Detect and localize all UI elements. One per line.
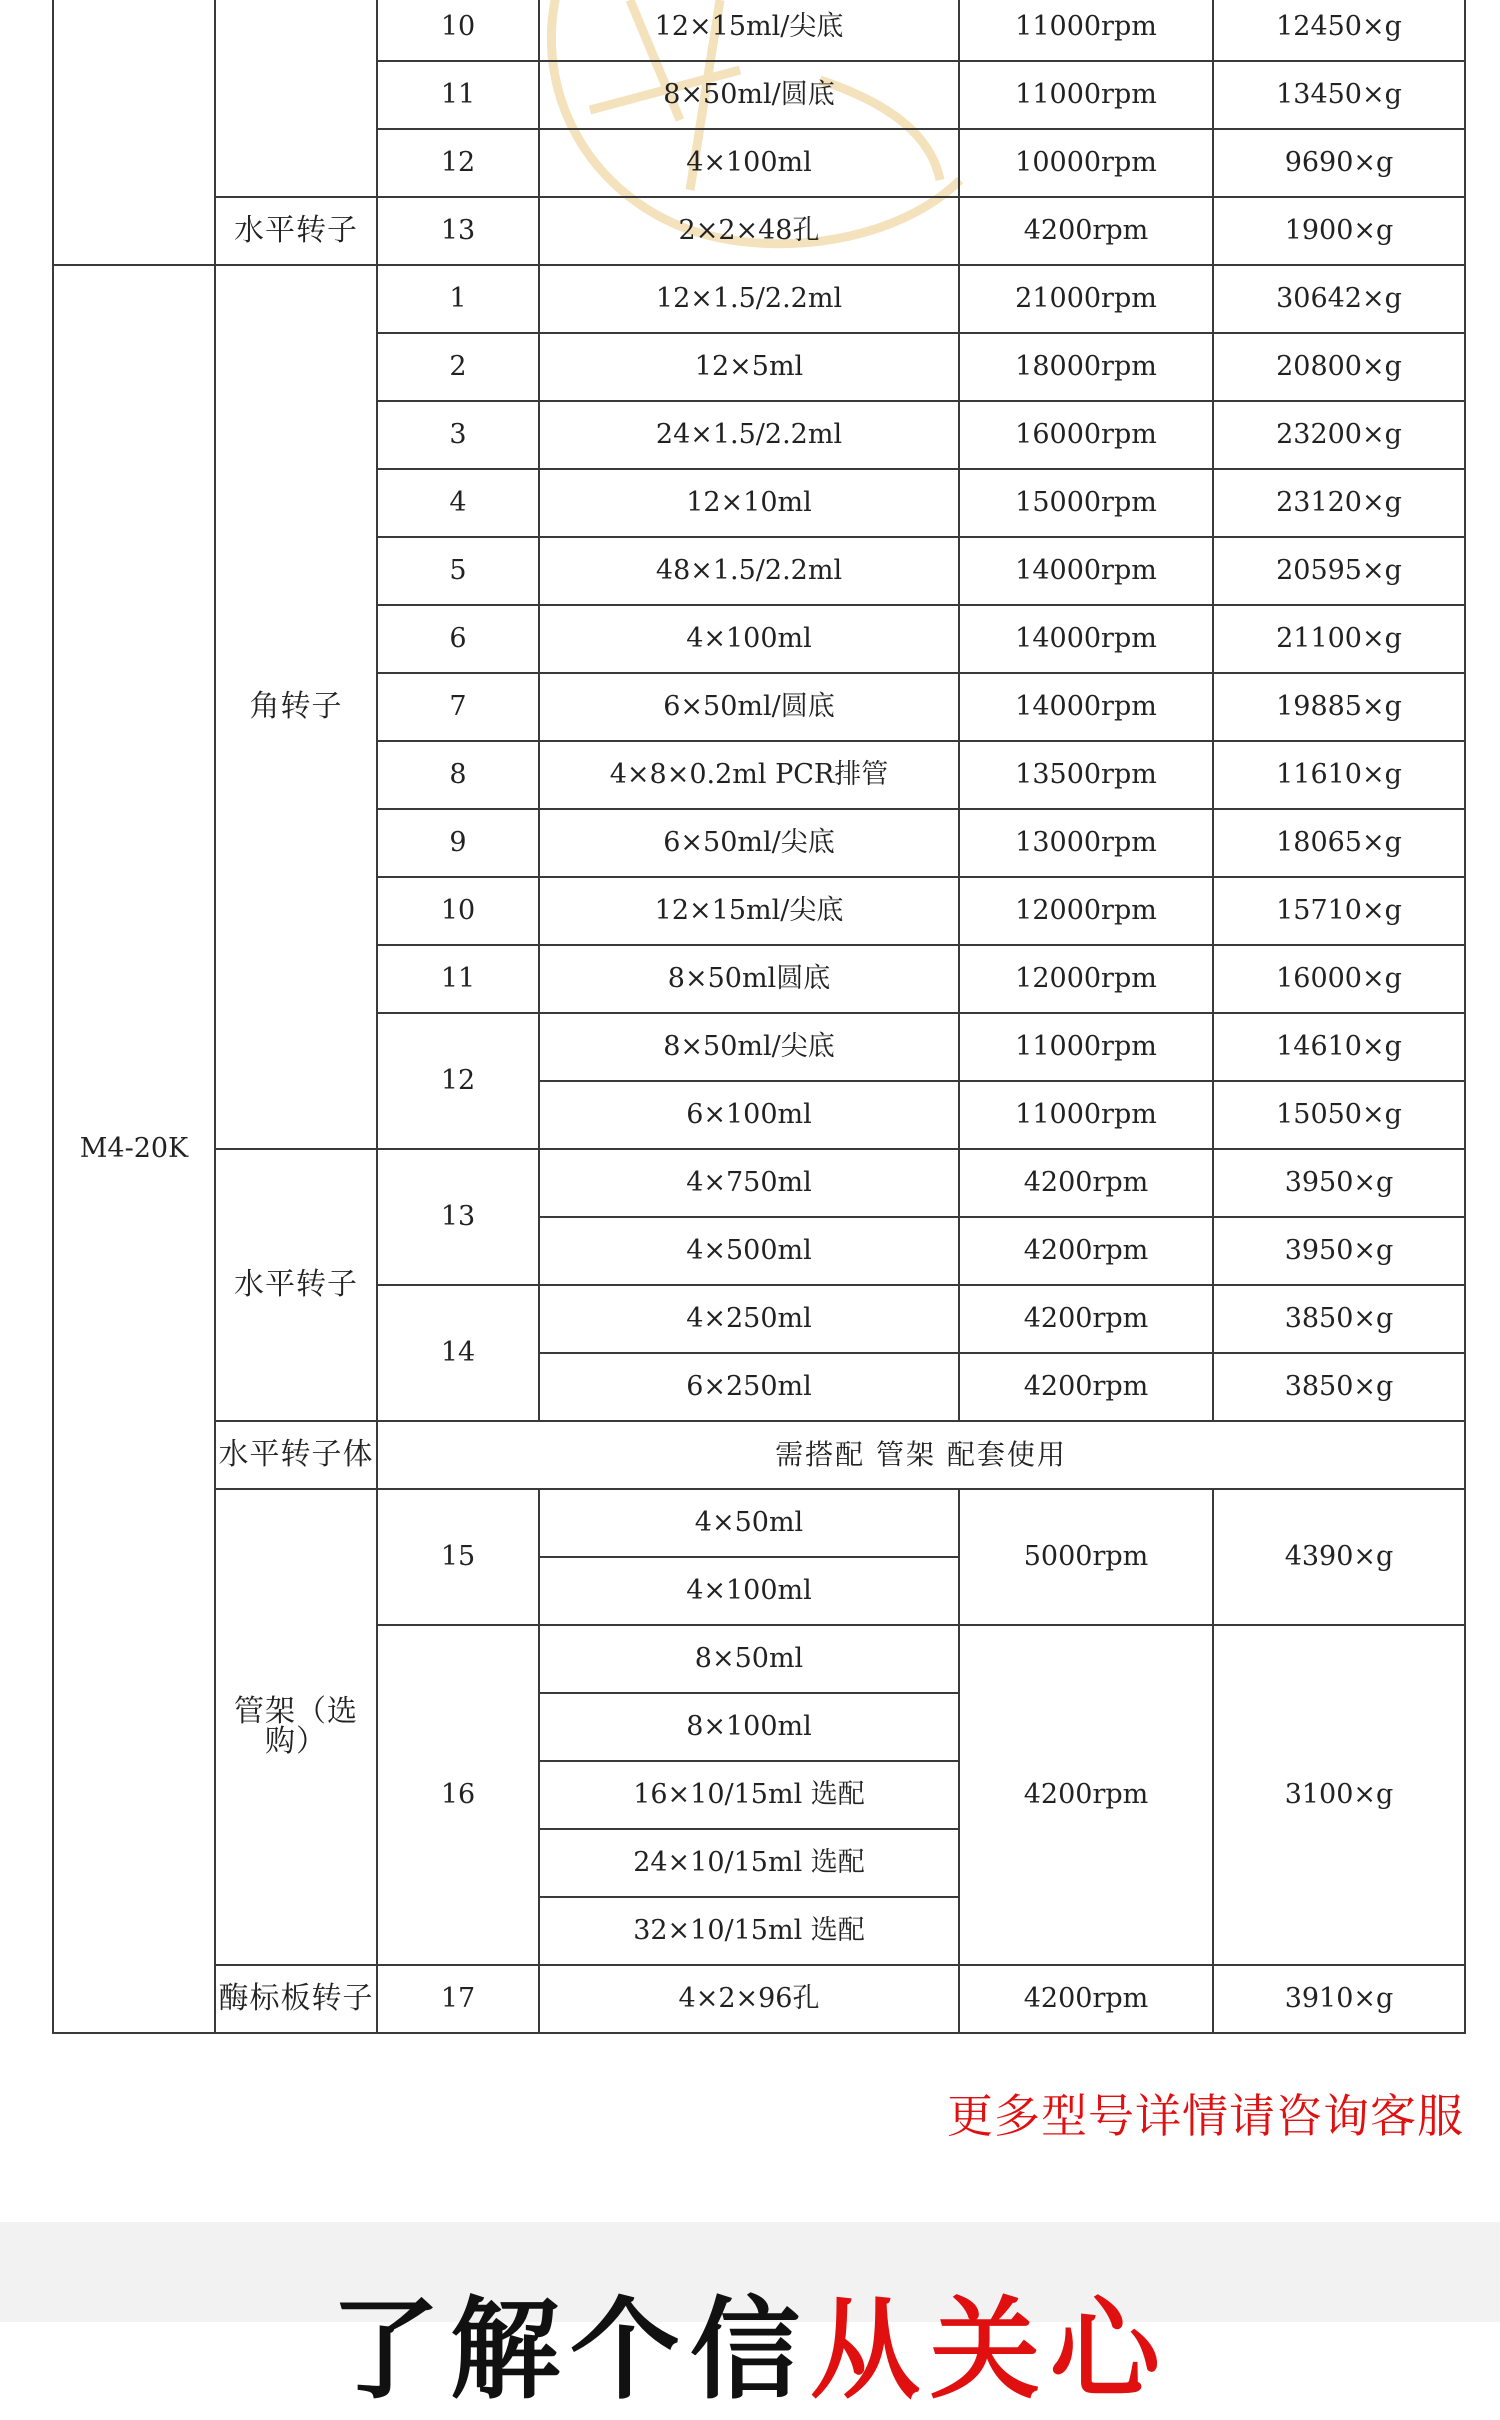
rotor-spec: 24×10/15ml 选配	[539, 1829, 959, 1897]
rotor-rcf: 1900×g	[1213, 197, 1465, 265]
rotor-spec: 32×10/15ml 选配	[539, 1897, 959, 1965]
rotor-no: 1	[377, 265, 539, 333]
category-label: 酶标板转子	[215, 1965, 377, 2033]
rotor-speed: 18000rpm	[959, 333, 1213, 401]
rotor-spec: 8×100ml	[539, 1693, 959, 1761]
rotor-rcf: 16000×g	[1213, 945, 1465, 1013]
rotor-no: 15	[377, 1489, 539, 1625]
rotor-rcf: 14610×g	[1213, 1013, 1465, 1081]
rotor-no: 12	[377, 1013, 539, 1149]
rotor-no: 14	[377, 1285, 539, 1421]
horizontal-body-note: 需搭配 管架 配套使用	[377, 1421, 1465, 1489]
rotor-no: 10	[377, 0, 539, 61]
rotor-spec: 4×50ml	[539, 1489, 959, 1557]
model-name: M4-20K	[53, 265, 215, 2033]
rotor-rcf: 19885×g	[1213, 673, 1465, 741]
table-row	[53, 0, 1465, 61]
rotor-no: 13	[377, 1149, 539, 1285]
rotor-speed: 14000rpm	[959, 605, 1213, 673]
rotor-rcf: 11610×g	[1213, 741, 1465, 809]
bottom-banner	[0, 2262, 1500, 2420]
rotor-rcf: 3950×g	[1213, 1217, 1465, 1285]
rotor-speed: 11000rpm	[959, 1081, 1213, 1149]
rotor-rcf: 20800×g	[1213, 333, 1465, 401]
rotor-spec: 4×500ml	[539, 1217, 959, 1285]
table-row	[53, 1965, 1465, 2033]
rotor-spec: 24×1.5/2.2ml	[539, 401, 959, 469]
rotor-speed: 10000rpm	[959, 129, 1213, 197]
category-label: 水平转子	[215, 197, 377, 265]
banner-text-black: 了解个信	[330, 2286, 810, 2414]
rotor-no: 12	[377, 129, 539, 197]
rotor-speed: 4200rpm	[959, 1217, 1213, 1285]
rotor-no: 17	[377, 1965, 539, 2033]
rotor-speed: 4200rpm	[959, 1353, 1213, 1421]
rotor-rcf: 3850×g	[1213, 1353, 1465, 1421]
rotor-speed: 13500rpm	[959, 741, 1213, 809]
rotor-spec: 8×50ml圆底	[539, 945, 959, 1013]
banner-text-red: 从关心	[810, 2286, 1170, 2414]
table-row	[53, 1421, 1465, 1489]
rotor-no: 11	[377, 945, 539, 1013]
table-row	[53, 1149, 1465, 1217]
rotor-no: 4	[377, 469, 539, 537]
rotor-spec: 4×750ml	[539, 1149, 959, 1217]
rotor-rcf: 18065×g	[1213, 809, 1465, 877]
table-row	[53, 1489, 1465, 1557]
rotor-speed: 11000rpm	[959, 1013, 1213, 1081]
rotor-speed: 12000rpm	[959, 877, 1213, 945]
rotor-speed: 13000rpm	[959, 809, 1213, 877]
rotor-speed: 14000rpm	[959, 673, 1213, 741]
rotor-spec: 4×2×96孔	[539, 1965, 959, 2033]
rotor-spec: 4×100ml	[539, 1557, 959, 1625]
rotor-spec: 4×100ml	[539, 605, 959, 673]
model-cell-prev	[53, 0, 215, 265]
category-label: 水平转子	[215, 1149, 377, 1421]
rotor-spec: 48×1.5/2.2ml	[539, 537, 959, 605]
category-label: 角转子	[215, 265, 377, 1149]
rotor-speed: 16000rpm	[959, 401, 1213, 469]
category-label: 管架（选购）	[215, 1489, 377, 1965]
rotor-no: 9	[377, 809, 539, 877]
rotor-spec: 6×100ml	[539, 1081, 959, 1149]
rotor-rcf: 15050×g	[1213, 1081, 1465, 1149]
more-models-note: 更多型号详情请咨询客服	[947, 2089, 1464, 2143]
rotor-spec: 6×50ml/尖底	[539, 809, 959, 877]
rotor-speed: 5000rpm	[959, 1489, 1213, 1625]
rotor-spec-table	[52, 0, 1466, 2034]
rotor-speed: 4200rpm	[959, 1149, 1213, 1217]
rotor-rcf: 30642×g	[1213, 265, 1465, 333]
rotor-speed: 11000rpm	[959, 61, 1213, 129]
rotor-rcf: 3100×g	[1213, 1625, 1465, 1965]
rotor-spec: 8×50ml/尖底	[539, 1013, 959, 1081]
rotor-rcf: 21100×g	[1213, 605, 1465, 673]
rotor-no: 10	[377, 877, 539, 945]
rotor-rcf: 12450×g	[1213, 0, 1465, 61]
rotor-rcf: 3850×g	[1213, 1285, 1465, 1353]
rotor-rcf: 23200×g	[1213, 401, 1465, 469]
rotor-rcf: 3910×g	[1213, 1965, 1465, 2033]
rotor-no: 3	[377, 401, 539, 469]
rotor-no: 13	[377, 197, 539, 265]
rotor-rcf: 23120×g	[1213, 469, 1465, 537]
rotor-no: 16	[377, 1625, 539, 1965]
rotor-spec: 12×10ml	[539, 469, 959, 537]
rotor-speed: 21000rpm	[959, 265, 1213, 333]
rotor-spec: 8×50ml	[539, 1625, 959, 1693]
rotor-rcf: 3950×g	[1213, 1149, 1465, 1217]
rotor-no: 5	[377, 537, 539, 605]
rotor-rcf: 9690×g	[1213, 129, 1465, 197]
category-label: 水平转子体	[215, 1421, 377, 1489]
rotor-spec: 4×100ml	[539, 129, 959, 197]
rotor-no: 8	[377, 741, 539, 809]
rotor-spec: 12×15ml/尖底	[539, 877, 959, 945]
rotor-speed: 12000rpm	[959, 945, 1213, 1013]
rotor-speed: 4200rpm	[959, 1625, 1213, 1965]
rotor-rcf: 13450×g	[1213, 61, 1465, 129]
category-cell-angle-prev	[215, 0, 377, 197]
rotor-speed: 15000rpm	[959, 469, 1213, 537]
rotor-spec: 6×50ml/圆底	[539, 673, 959, 741]
rotor-rcf: 4390×g	[1213, 1489, 1465, 1625]
rotor-spec: 16×10/15ml 选配	[539, 1761, 959, 1829]
rotor-speed: 14000rpm	[959, 537, 1213, 605]
rotor-no: 2	[377, 333, 539, 401]
rotor-speed: 4200rpm	[959, 197, 1213, 265]
rotor-speed: 11000rpm	[959, 0, 1213, 61]
table-row	[53, 265, 1465, 333]
rotor-speed: 4200rpm	[959, 1965, 1213, 2033]
rotor-rcf: 20595×g	[1213, 537, 1465, 605]
rotor-spec: 2×2×48孔	[539, 197, 959, 265]
rotor-rcf: 15710×g	[1213, 877, 1465, 945]
rotor-spec: 6×250ml	[539, 1353, 959, 1421]
rotor-spec: 8×50ml/圆底	[539, 61, 959, 129]
rotor-spec: 12×5ml	[539, 333, 959, 401]
rotor-speed: 4200rpm	[959, 1285, 1213, 1353]
rotor-spec: 12×1.5/2.2ml	[539, 265, 959, 333]
rotor-no: 6	[377, 605, 539, 673]
rotor-no: 11	[377, 61, 539, 129]
table-row	[53, 197, 1465, 265]
rotor-no: 7	[377, 673, 539, 741]
rotor-spec: 4×8×0.2ml PCR排管	[539, 741, 959, 809]
rotor-spec: 4×250ml	[539, 1285, 959, 1353]
rotor-spec: 12×15ml/尖底	[539, 0, 959, 61]
